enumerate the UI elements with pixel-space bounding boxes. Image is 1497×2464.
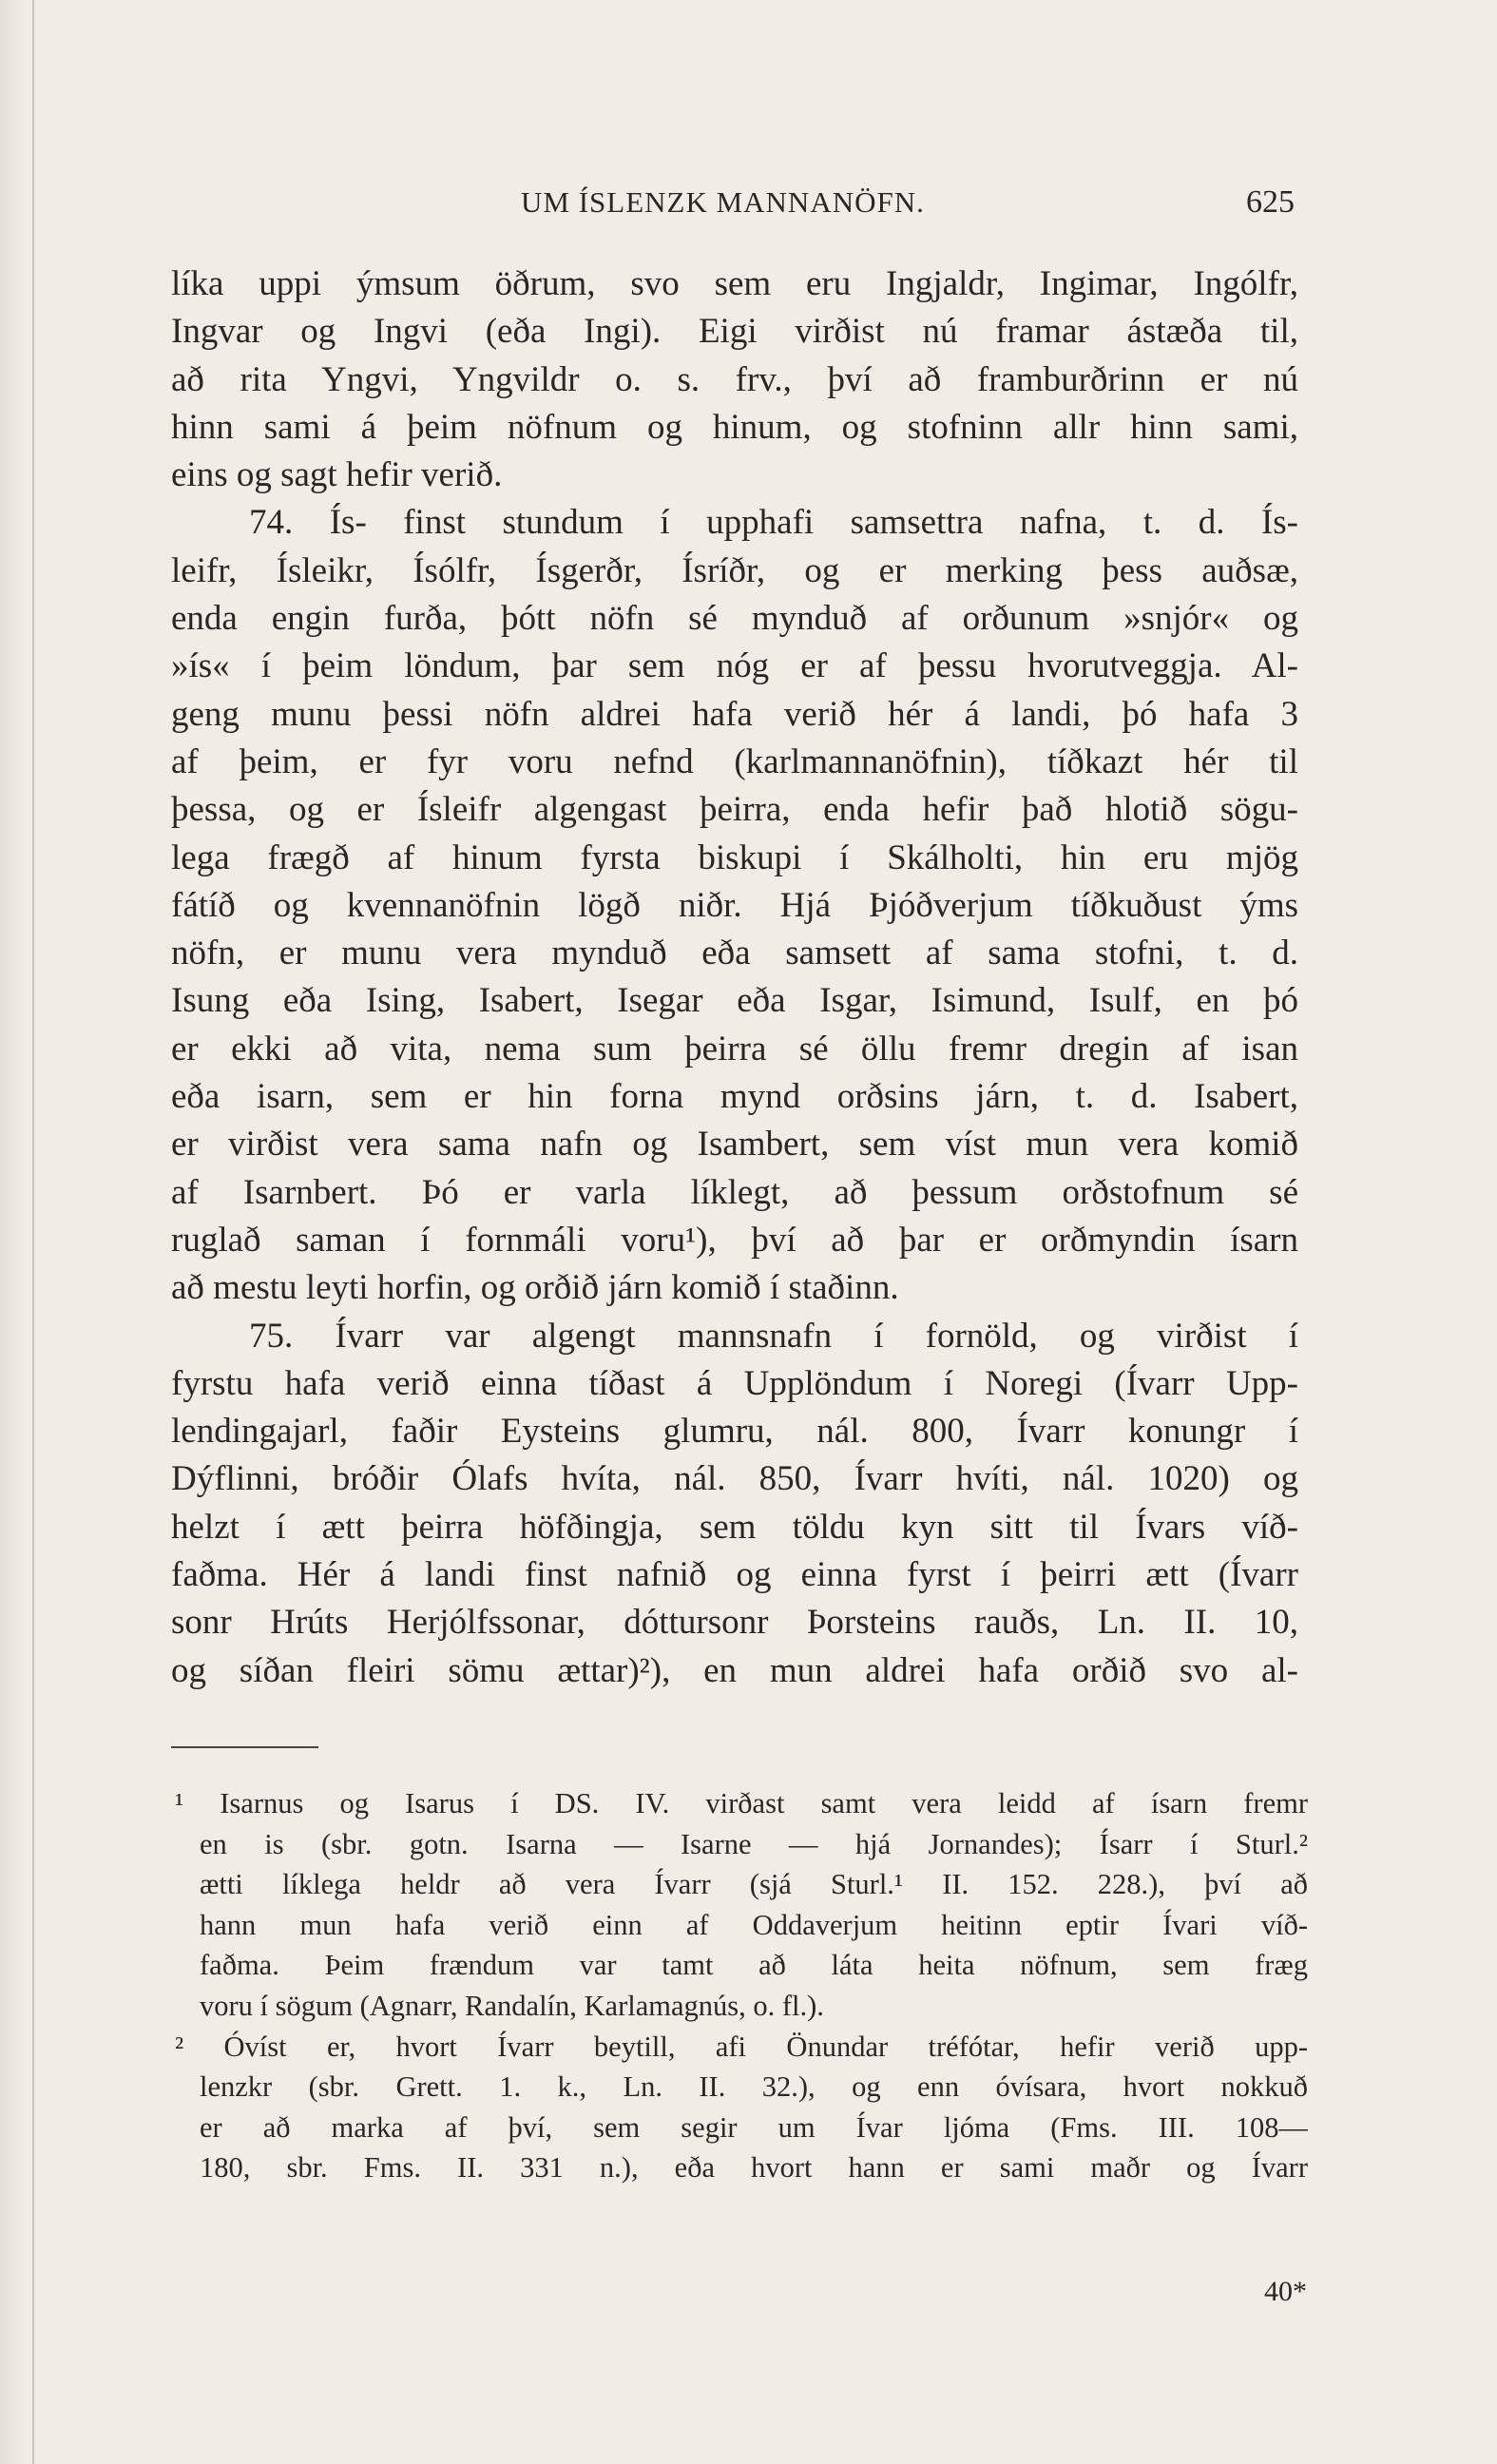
footnote-line: en is (sbr. gotn. Isarna — Isarne — hjá Jornandes); Ísarr í Sturl.²	[200, 1827, 1308, 1860]
text-line: af þeim, er fyr voru nefnd (karlmannanöfnin), tíðkazt hér til	[171, 741, 1298, 781]
section-74-heading-line: 74. Ís- finst stundum í upphafi samsettra nafna, t. d. Ís-	[249, 503, 1298, 543]
printer-signature-mark: 40*	[1264, 2276, 1307, 2307]
footnote-line: 180, sbr. Fms. II. 331 n.), eða hvort hann er sami maðr og Ívarr	[200, 2151, 1308, 2185]
running-title: UM ÍSLENZK MANNANÖFN.	[521, 185, 925, 219]
text-line: líka uppi ýmsum öðrum, svo sem eru Ingjaldr, Ingimar, Ingólfr,	[171, 264, 1298, 303]
page-header	[171, 179, 1295, 226]
text-line: er ekki að vita, nema sum þeirra sé öllu fremr dregin af isan	[171, 1029, 1298, 1068]
text-line: eða isarn, sem er hin forna mynd orðsins járn, t. d. Isabert,	[171, 1077, 1298, 1117]
text-line: leifr, Ísleikr, Ísólfr, Ísgerðr, Ísríðr, og er merking þess auðsæ,	[171, 550, 1298, 590]
text-line: að rita Yngvi, Yngvildr o. s. frv., því að framburðrinn er nú	[171, 359, 1298, 399]
main-text	[171, 260, 1298, 1695]
text-line: Ingvar og Ingvi (eða Ingi). Eigi virðist nú framar ástæða til,	[171, 312, 1298, 352]
text-line: hinn sami á þeim nöfnum og hinum, og stofninn allr hinn sami,	[171, 407, 1298, 447]
text-line: nöfn, er munu vera mynduð eða samsett af sama stofni, t. d.	[171, 934, 1298, 973]
text-line: Dýflinni, bróðir Ólafs hvíta, nál. 850, Ívarr hvíti, nál. 1020) og	[171, 1459, 1298, 1499]
text-line: er virðist vera sama nafn og Isambert, sem víst mun vera komið	[171, 1125, 1298, 1165]
footnote-2	[175, 2027, 1308, 2188]
text-line: fátíð og kvennanöfnin lögð niðr. Hjá Þjóðverjum tíðkuðust ýms	[171, 885, 1298, 925]
text-line: »ís« í þeim löndum, þar sem nóg er af þessu hvorutveggja. Al-	[171, 646, 1298, 686]
text-line: lega frægð af hinum fyrsta biskupi í Skálholti, hin eru mjög	[171, 837, 1298, 877]
footnote-line: lenzkr (sbr. Grett. 1. k., Ln. II. 32.), og enn óvísara, hvort nokkuð	[200, 2070, 1308, 2104]
text-line: Isung eða Ising, Isabert, Isegar eða Isgar, Isimund, Isulf, en þó	[171, 981, 1298, 1021]
text-line: að mestu leyti horfin, og orðið járn komið í staðinn.	[171, 1268, 899, 1308]
footnote-line: faðma. Þeim frændum var tamt að láta heita nöfnum, sem fræg	[200, 1949, 1308, 1982]
page-number: 625	[1246, 184, 1295, 220]
footnote-line: ² Óvíst er, hvort Ívarr beytill, afi Önundar tréfótar, hefir verið upp-	[175, 2030, 1308, 2063]
footnote-1	[175, 1783, 1308, 2027]
text-line: geng munu þessi nöfn aldrei hafa verið hér á landi, þó hafa 3	[171, 694, 1298, 734]
text-line: þessa, og er Ísleifr algengast þeirra, enda hefir það hlotið sögu-	[171, 790, 1298, 830]
text-line: sonr Hrúts Herjólfssonar, dóttursonr Þorsteins rauðs, Ln. II. 10,	[171, 1603, 1298, 1643]
footnote-line: hann mun hafa verið einn af Oddaverjum heitinn eptir Ívari víð-	[200, 1908, 1308, 1941]
text-line: fyrstu hafa verið einna tíðast á Upplöndum í Noregi (Ívarr Upp-	[171, 1363, 1298, 1403]
text-line: helzt í ætt þeirra höfðingja, sem töldu kyn sitt til Ívars víð-	[171, 1507, 1298, 1547]
text-line: lendingajarl, faðir Eysteins glumru, nál. 800, Ívarr konungr í	[171, 1412, 1298, 1452]
text-line: faðma. Hér á landi finst nafnið og einna fyrst í þeirri ætt (Ívarr	[171, 1555, 1298, 1595]
section-75-heading-line: 75. Ívarr var algengt mannsnafn í fornöld, og virðist í	[249, 1316, 1298, 1356]
footnotes	[175, 1783, 1308, 2188]
text-line: ruglað saman í fornmáli voru¹), því að þar er orðmyndin ísarn	[171, 1220, 1298, 1260]
text-line: enda engin furða, þótt nöfn sé mynduð af orðunum »snjór« og	[171, 599, 1298, 639]
page-binding-edge	[0, 0, 34, 2464]
text-line: eins og sagt hefir verið.	[171, 455, 503, 495]
text-line: og síðan fleiri sömu ættar)²), en mun aldrei hafa orðið svo al-	[171, 1650, 1298, 1690]
footnote-line: er að marka af því, sem segir um Ívar ljóma (Fms. III. 108—	[200, 2110, 1308, 2144]
footnote-line: voru í sögum (Agnarr, Randalín, Karlamagnús, o. fl.).	[200, 1989, 824, 2022]
footnote-divider	[171, 1746, 318, 1748]
text-line: af Isarnbert. Þó er varla líklegt, að þessum orðstofnum sé	[171, 1172, 1298, 1212]
footnote-line: ætti líklega heldr að vera Ívarr (sjá Sturl.¹ II. 152. 228.), því að	[200, 1868, 1308, 1901]
footnote-line: ¹ Isarnus og Isarus í DS. IV. virðast samt vera leidd af ísarn fremr	[175, 1787, 1308, 1819]
